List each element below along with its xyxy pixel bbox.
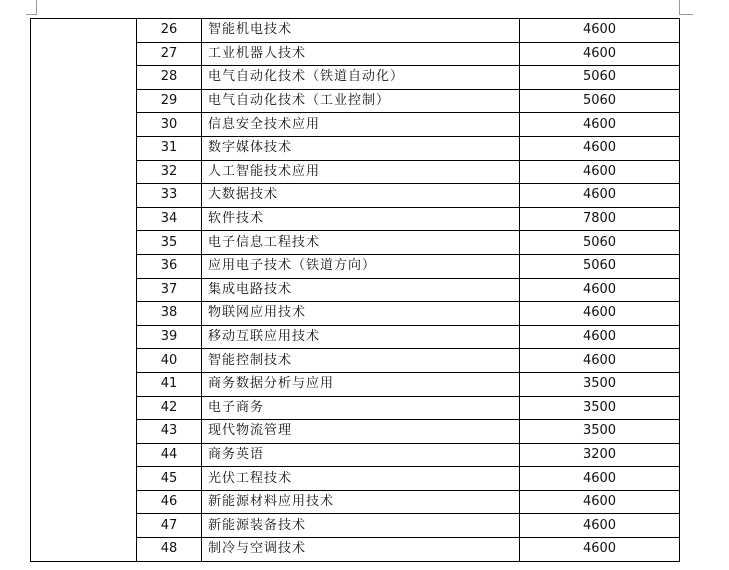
fee-cell: 4600 <box>520 278 680 302</box>
major-name-cell: 软件技术 <box>202 207 520 231</box>
major-name-cell: 电子信息工程技术 <box>202 231 520 255</box>
major-name-cell: 制冷与空调技术 <box>202 538 520 562</box>
major-name-cell: 光伏工程技术 <box>202 467 520 491</box>
row-number-cell: 41 <box>137 372 202 396</box>
row-number-cell: 30 <box>137 113 202 137</box>
fee-cell: 7800 <box>520 207 680 231</box>
crop-mark-top-right <box>679 0 680 14</box>
major-name-cell: 移动互联应用技术 <box>202 325 520 349</box>
fee-cell: 3200 <box>520 443 680 467</box>
fee-cell: 4600 <box>520 490 680 514</box>
fee-cell: 4600 <box>520 302 680 326</box>
major-name-cell: 集成电路技术 <box>202 278 520 302</box>
fee-cell: 4600 <box>520 19 680 43</box>
row-number-cell: 32 <box>137 160 202 184</box>
fee-cell: 4600 <box>520 467 680 491</box>
major-name-cell: 大数据技术 <box>202 184 520 208</box>
major-name-cell: 数字媒体技术 <box>202 136 520 160</box>
row-number-cell: 38 <box>137 302 202 326</box>
major-name-cell: 新能源材料应用技术 <box>202 490 520 514</box>
major-name-cell: 电气自动化技术（工业控制） <box>202 89 520 113</box>
row-number-cell: 36 <box>137 254 202 278</box>
row-number-cell: 43 <box>137 420 202 444</box>
fee-cell: 4600 <box>520 136 680 160</box>
fee-cell: 3500 <box>520 420 680 444</box>
fee-cell: 4600 <box>520 349 680 373</box>
fee-cell: 4600 <box>520 113 680 137</box>
major-name-cell: 现代物流管理 <box>202 420 520 444</box>
row-number-cell: 37 <box>137 278 202 302</box>
fee-cell: 5060 <box>520 66 680 90</box>
major-name-cell: 智能机电技术 <box>202 19 520 43</box>
major-name-cell: 商务数据分析与应用 <box>202 372 520 396</box>
fee-cell: 4600 <box>520 160 680 184</box>
row-number-cell: 44 <box>137 443 202 467</box>
row-number-cell: 34 <box>137 207 202 231</box>
major-name-cell: 信息安全技术应用 <box>202 113 520 137</box>
row-number-cell: 31 <box>137 136 202 160</box>
row-number-cell: 46 <box>137 490 202 514</box>
major-name-cell: 应用电子技术（铁道方向） <box>202 254 520 278</box>
row-number-cell: 27 <box>137 42 202 66</box>
category-cell-merged <box>31 19 137 562</box>
table-row <box>31 19 680 43</box>
major-name-cell: 人工智能技术应用 <box>202 160 520 184</box>
major-name-cell: 智能控制技术 <box>202 349 520 373</box>
row-number-cell: 29 <box>137 89 202 113</box>
row-number-cell: 26 <box>137 19 202 43</box>
fee-cell: 4600 <box>520 184 680 208</box>
major-name-cell: 商务英语 <box>202 443 520 467</box>
fee-cell: 5060 <box>520 254 680 278</box>
major-name-cell: 工业机器人技术 <box>202 42 520 66</box>
major-name-cell: 新能源装备技术 <box>202 514 520 538</box>
crop-mark-top-left <box>36 0 37 14</box>
major-name-cell: 电子商务 <box>202 396 520 420</box>
row-number-cell: 42 <box>137 396 202 420</box>
major-name-cell: 物联网应用技术 <box>202 302 520 326</box>
fee-cell: 4600 <box>520 514 680 538</box>
tuition-fee-table <box>30 18 680 562</box>
row-number-cell: 39 <box>137 325 202 349</box>
fee-cell: 5060 <box>520 231 680 255</box>
row-number-cell: 28 <box>137 66 202 90</box>
fee-cell: 3500 <box>520 396 680 420</box>
fee-cell: 4600 <box>520 325 680 349</box>
table-body <box>31 19 680 562</box>
fee-cell: 4600 <box>520 42 680 66</box>
fee-cell: 3500 <box>520 372 680 396</box>
row-number-cell: 47 <box>137 514 202 538</box>
row-number-cell: 40 <box>137 349 202 373</box>
fee-cell: 5060 <box>520 89 680 113</box>
row-number-cell: 35 <box>137 231 202 255</box>
row-number-cell: 33 <box>137 184 202 208</box>
row-number-cell: 45 <box>137 467 202 491</box>
crop-mark-top-left-horizontal <box>26 14 37 15</box>
major-name-cell: 电气自动化技术（铁道自动化） <box>202 66 520 90</box>
crop-mark-top-right-horizontal <box>679 14 693 15</box>
row-number-cell: 48 <box>137 538 202 562</box>
fee-cell: 4600 <box>520 538 680 562</box>
